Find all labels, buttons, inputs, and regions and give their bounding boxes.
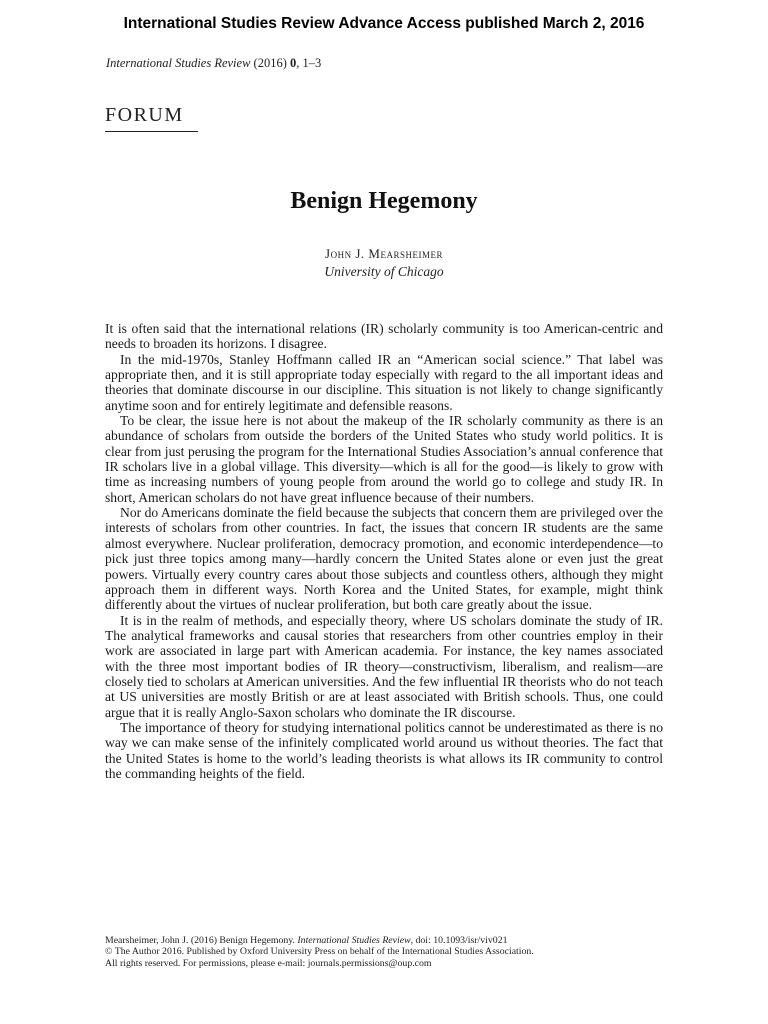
section-label: FORUM bbox=[105, 104, 198, 132]
advance-access-banner: International Studies Review Advance Access published March 2, 2016 bbox=[123, 15, 645, 32]
body-paragraph: It is in the realm of methods, and especially theory, where US scholars dominate the study of IR. The analytical frameworks and causal stories that researchers from other countries employ in their work are associated in large part with American academia. For instance, the key names associated with the three most important bodies of IR theory—constructivism, liberalism, and realism—are closely tied to scholars at American universities. And the few influential IR theorists who do not teach at US universities are mostly British or are at least associated with British schools. Thus, one could argue that it is really Anglo-Saxon scholars who dominate the IR discourse. bbox=[105, 612, 663, 720]
body-paragraph: Nor do Americans dominate the field because the subjects that concern them are privileged over the interests of scholars from other countries. In fact, the issues that concern IR students are the same almost everywhere. Nuclear proliferation, democracy promotion, and economic interdependence—to pick just three topics among many—hardly concern the United States alone or even just the great powers. Virtually every country cares about those subjects and countless others, although they might approach them in different ways. North Korea and the United States, for example, might think differently about the virtues of nuclear proliferation, but both care greatly about the issue. bbox=[105, 505, 663, 613]
footer-citation-prefix: Mearsheimer, John J. (2016) Benign Hegemony. bbox=[105, 935, 298, 946]
footer-citation-journal: International Studies Review bbox=[297, 935, 411, 946]
footer-citation bbox=[105, 935, 665, 946]
author-affiliation: University of Chicago bbox=[324, 264, 444, 279]
footer-copyright: © The Author 2016. Published by Oxford University Press on behalf of the International Studies Association. bbox=[105, 946, 534, 958]
journal-citation-line bbox=[106, 56, 321, 71]
footer-citation-doi: , doi: 10.1093/isr/viv021 bbox=[410, 935, 508, 946]
footer-rights: All rights reserved. For permissions, please e-mail: journals.permissions@oup.com bbox=[105, 957, 432, 969]
author-name: John J. Mearsheimer bbox=[325, 246, 443, 261]
body-paragraph: The importance of theory for studying international politics cannot be underestimated as there is no way we can make sense of the infinitely complicated world around us without theories. The fact that the United States is home to the world’s leading theorists is what allows its IR community to control the commanding heights of the field. bbox=[105, 719, 663, 781]
body-paragraph: To be clear, the issue here is not about the makeup of the IR scholarly community as there is an abundance of scholars from outside the borders of the United States who study world politics. It is clear from just perusing the program for the International Studies Association’s annual conference that IR scholars live in a global village. This diversity—which is all for the good—is likely to grow with time as increasing numbers of young people from around the world go to college and study IR. In short, American scholars do not have great influence because of their numbers. bbox=[105, 413, 663, 505]
journal-year: (2016) bbox=[253, 56, 287, 70]
body-paragraph: In the mid-1970s, Stanley Hoffmann called IR an “American social science.” That label was appropriate then, and it is still appropriate today especially with regard to the all important ideas and theories that dominate discourse in our discipline. This situation is not likely to change significantly anytime soon and for entirely legitimate and defensible reasons. bbox=[105, 351, 663, 413]
journal-name: International Studies Review bbox=[106, 56, 251, 70]
article-title: Benign Hegemony bbox=[290, 188, 478, 214]
journal-volume: 0 bbox=[290, 56, 297, 70]
article-footer bbox=[105, 935, 665, 969]
body-paragraph: It is often said that the international relations (IR) scholarly community is too American-centric and needs to broaden its horizons. I disagree. bbox=[105, 321, 663, 352]
article-body bbox=[105, 321, 663, 781]
journal-pages: , 1–3 bbox=[296, 56, 322, 70]
